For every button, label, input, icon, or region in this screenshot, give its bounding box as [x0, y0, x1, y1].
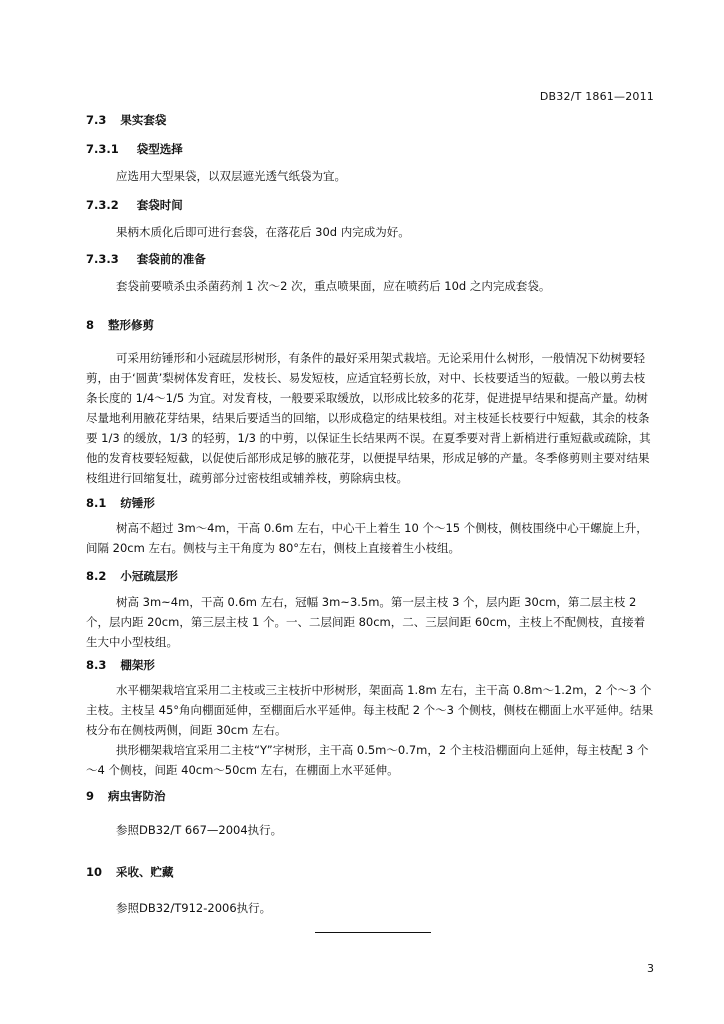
paragraph-8-3-level: 水平棚架栽培宜采用二主枝或三主枝折中形树形，架面高 1.8m 左右，主干高 0.8m～1.2m，2 个～3 个主枝。主枝呈 45°角向棚面延伸，至棚面后水平延伸。每主枝配 2 个～3 个侧枝，侧枝在棚面上水平延伸。结果枝分布在侧枝两侧，间距 30cm 左右。 [86, 683, 654, 737]
heading-title: 套袋前的准备 [136, 252, 206, 266]
paragraph-8-3-arch: 拱形棚架栽培宜采用二主枝“Y”字树形，主干高 0.5m～0.7m，2 个主枝沿棚面向上延伸，每主枝配 3 个～4 个侧枝，间距 40cm～50cm 左右，在棚面上水平延伸。 [86, 743, 649, 777]
heading-8 [86, 317, 154, 333]
heading-number: 8.1 [86, 496, 107, 510]
heading-number: 7.3.2 [86, 198, 119, 212]
heading-7-3-3 [86, 251, 206, 267]
heading-title: 棚架形 [120, 658, 155, 672]
heading-7-3 [86, 112, 166, 128]
paragraph-8-1: 树高不超过 3m～4m，干高 0.6m 左右，中心干上着生 10 个～15 个侧枝，侧枝围绕中心干螺旋上升，间隔 20cm 左右。侧枝与主干角度为 80°左右，侧枝上直接着生小枝组。 [86, 521, 648, 555]
heading-8-1 [86, 495, 155, 511]
heading-title: 套袋时间 [136, 198, 183, 212]
heading-title: 采收、贮藏 [116, 865, 174, 879]
heading-number: 7.3 [86, 113, 107, 127]
heading-9 [86, 788, 166, 804]
heading-number: 7.3.1 [86, 142, 119, 156]
heading-number: 8.3 [86, 658, 107, 672]
paragraph-9: 参照DB32/T 667—2004执行。 [116, 823, 283, 837]
heading-title: 整形修剪 [108, 318, 155, 332]
heading-number: 10 [86, 865, 103, 879]
paragraph-7-3-3: 套袋前要喷杀虫杀菌药剂 1 次～2 次，重点喷果面，应在喷药后 10d 之内完成套袋。 [116, 279, 551, 293]
heading-title: 纺锤形 [120, 496, 155, 510]
document-code: DB32/T 1861—2011 [539, 90, 654, 103]
paragraph-7-3-2: 果柄木质化后即可进行套袋，在落花后 30d 内完成为好。 [116, 225, 410, 239]
paragraph-10: 参照DB32/T912-2006执行。 [116, 901, 272, 915]
heading-8-2 [86, 568, 178, 584]
heading-title: 果实套袋 [120, 113, 167, 127]
heading-8-3 [86, 657, 155, 673]
heading-7-3-2 [86, 197, 183, 213]
heading-7-3-1 [86, 141, 183, 157]
heading-number: 7.3.3 [86, 252, 119, 266]
heading-number: 9 [86, 789, 95, 803]
paragraph-8-2: 树高 3m~4m，干高 0.6m 左右，冠幅 3m~3.5m。第一层主枝 3 个，层内距 30cm，第二层主枝 2 个，层内距 20cm，第三层主枝 1 个。一、二层间距 80cm，二、三层间距 60cm，主枝上不配侧枝，直接着生大中小型枝组。 [86, 595, 646, 649]
end-rule [315, 932, 431, 933]
heading-10 [86, 864, 174, 880]
page-number: 3 [647, 962, 654, 975]
heading-number: 8 [86, 318, 95, 332]
paragraph-7-3-1: 应选用大型果袋，以双层遮光透气纸袋为宜。 [116, 169, 346, 183]
heading-title: 小冠疏层形 [120, 569, 178, 583]
heading-number: 8.2 [86, 569, 107, 583]
paragraph-8: 可采用纺锤形和小冠疏层形树形，有条件的最好采用架式栽培。无论采用什么树形，一般情况下幼树要轻剪，由于‘圆黄’梨树体发育旺，发枝长、易发短枝，应适宜轻剪长放，对中、长枝要适当的短截。一般以剪去枝条长度的 1/4～1/5 为宜。对发育枝，一般要采取缓放，以形成比较多的花芽，促进提早结果和提高产量。幼树尽量地利用腋花芽结果，结果后要适当的回缩，以形成稳定的结果枝组。对主枝延长枝要行中短截，其余的枝条要 1/3 的缓放，1/3 的轻剪，1/3 的中剪，以保证生长结果两不误。在夏季要对背上新梢进行重短截或疏除，其他的发育枝要轻短截，以促使后部形成足够的腋花芽，以便提早结果，形成足够的产量。冬季修剪则主要对结果枝组进行回缩复壮，疏剪部分过密枝组或辅养枝，剪除病虫枝。 [86, 351, 651, 485]
heading-title: 袋型选择 [136, 142, 183, 156]
heading-title: 病虫害防治 [108, 789, 166, 803]
